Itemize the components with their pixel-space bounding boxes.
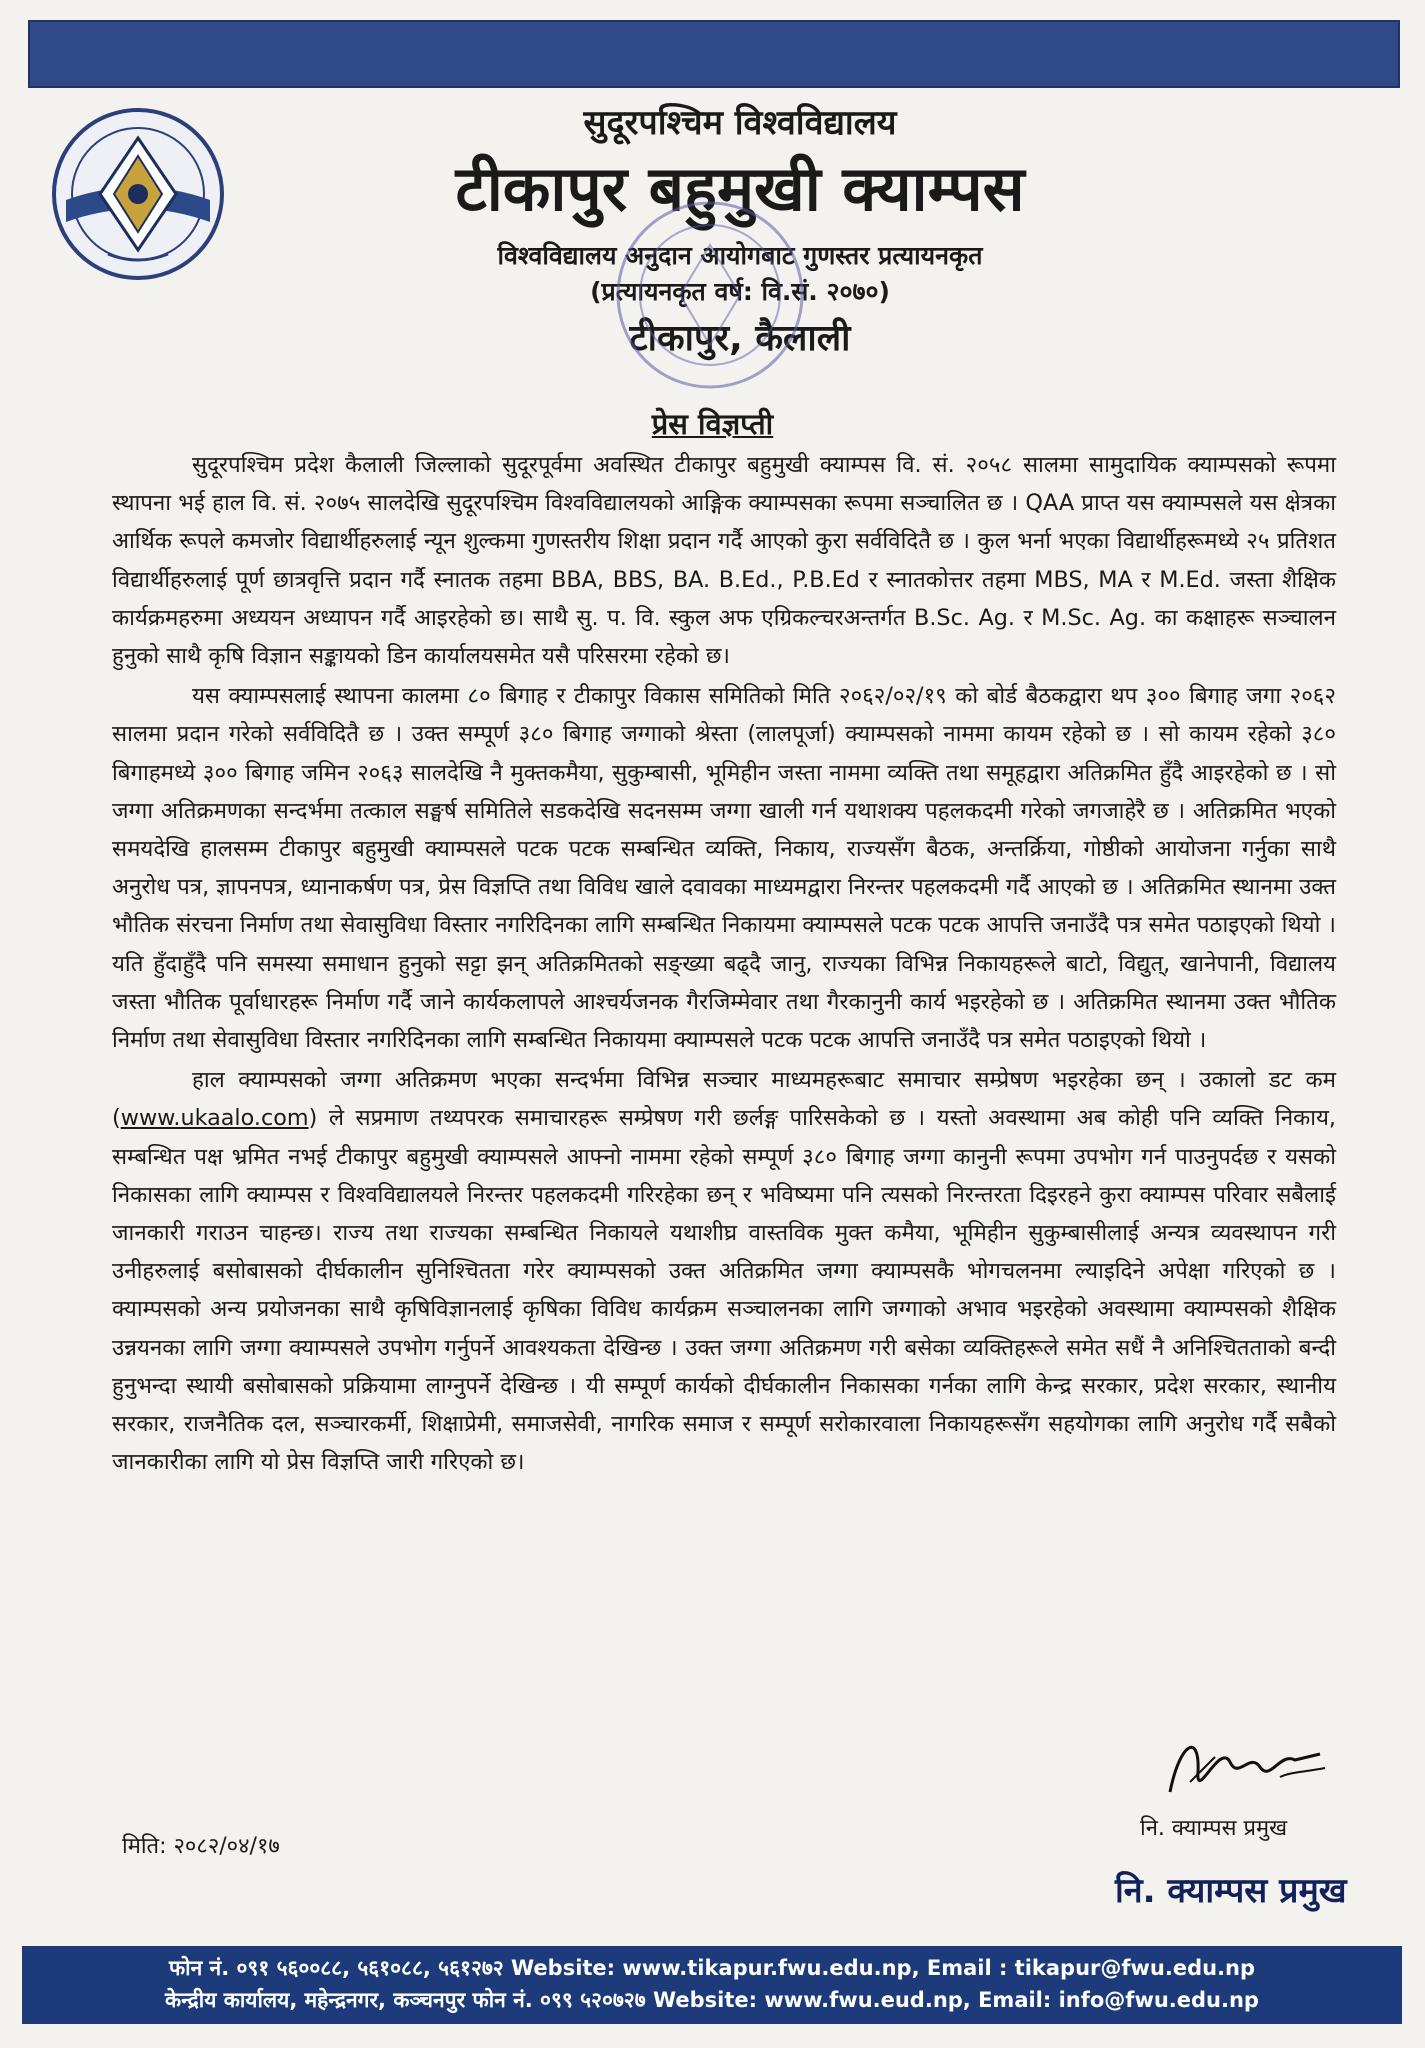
signatory-title: नि. क्याम्पस प्रमुख	[1140, 1816, 1288, 1841]
university-logo	[48, 104, 228, 284]
footer-contact-bar	[22, 1946, 1402, 2024]
paragraph-3-part-2: ) ले सप्रमाण तथ्यपरक समाचारहरू सम्प्रेषण गरी छर्लङ्ग पारिसकेको छ । यस्तो अवस्थामा अब कोही पनि व्यक्ति निकाय, सम्बन्धित पक्ष भ्रमित नभई टीकापुर बहुमुखी क्याम्पसले आफ्नो नाममा रहेको सम्पूर्ण ३८० बिगाह जग्गा कानुनी रूपमा उपभोग गर्न पाउनुपर्दछ र यसको निकासका लागि क्याम्पस र विश्वविद्यालयले निरन्तर पहलकदमी गरिरहेका छन् र भविष्यमा पनि त्यसको निरन्तरता दिइरहने कुरा क्याम्पस परिवार सबैलाई जानकारी गराउन चाहन्छ। राज्य तथा राज्यका सम्बन्धित निकायले यथाशीघ्र वास्तविक मुक्त कमैया, भूमिहीन सुकुम्बासीलाई अन्यत्र व्यवस्थापन गरी उनीहरुलाई बसोबासको दीर्घकालीन सुनिश्चितता गरेर क्याम्पसको उक्त अतिक्रमित जग्गा क्याम्पसकै भोगचलनमा ल्याइदिने अपेक्षा गरिएको छ । क्याम्पसको अन्य प्रयोजनका साथै कृषिविज्ञानलाई कृषिका विविध कार्यक्रम सञ्चालनका लागि जग्गाको अभाव भइरहेको अवस्थामा क्याम्पसको शैक्षिक उन्नयनका लागि जग्गा क्याम्पसले उपभोग गर्नुपर्ने आवश्यकता देखिन्छ । उक्त जग्गा अतिक्रमण गरी बसेका व्यक्तिहरूले समेत सधैं नै अनिश्चितताको बन्दी हुनुभन्दा स्थायी बसोबासको प्रक्रियामा लाग्नुपर्ने देखिन्छ । यी सम्पूर्ण कार्यको दीर्घकालीन निकासका गर्नका लागि केन्द्र सरकार, प्रदेश सरकार, स्थानीय सरकार, राजनैतिक दल, सञ्चारकर्मी, शिक्षाप्रेमी, समाजसेवी, नागरिक समाज र सम्पूर्ण सरोकारवाला निकायहरूसँग सहयोगका लागि अनुरोध गर्दै सबैको जानकारीका लागि यो प्रेस विज्ञप्ति जारी गरिएको छ।	[112, 1105, 1337, 1476]
signatory-stamp: नि. क्याम्पस प्रमुख	[1115, 1871, 1347, 1911]
signature	[1160, 1722, 1330, 1810]
accreditation-year: (प्रत्यायनकृत वर्ष: वि.सं. २०७०)	[590, 277, 890, 306]
university-name: सुदूरपश्चिम विश्वविद्यालय	[583, 103, 897, 143]
campus-location: टीकापुर, कैलाली	[629, 318, 851, 359]
footer-line-campus: फोन नं. ०९१ ५६००८८, ५६१०८८, ५६१२७२ Website: www.tikapur.fwu.edu.np, Email : tikapur@fwu.edu.np	[168, 1956, 1256, 1980]
accreditation-line: विश्वविद्यालय अनुदान आयोगबाट गुणस्तर प्रत्यायनकृत	[497, 241, 983, 270]
paragraph-2: यस क्याम्पसलाई स्थापना कालमा ८० बिगाह र टीकापुर विकास समितिको मिति २०६२/०२/१९ को बोर्ड बैठकद्वारा थप ३०० बिगाह जगा २०६२ सालमा प्रदान गरेको सर्वविदितै छ । उक्त सम्पूर्ण ३८० बिगाह जग्गाको श्रेस्ता (लालपूर्जा) क्याम्पसको नाममा कायम रहेको छ । सो कायम रहेको ३८० बिगाहमध्ये ३०० बिगाह जमिन २०६३ सालदेखि नै मुक्तकमैया, सुकुम्बासी, भूमिहीन जस्ता नाममा व्यक्ति तथा समूहद्वारा अतिक्रमित हुँदै आइरहेको छ । सो जग्गा अतिक्रमणका सन्दर्भमा तत्काल सङ्घर्ष समितिले सडकदेखि सदनसम्म जग्गा खाली गर्न यथाशक्य पहलकदमी गरेको जगजाहेरै छ । अतिक्रमित भएको समयदेखि हालसम्म टीकापुर बहुमुखी क्याम्पसले पटक पटक सम्बन्धित व्यक्ति, निकाय, राज्यसँग बैठक, अन्तर्क्रिया, गोष्ठीको आयोजना गर्नुका साथै अनुरोध पत्र, ज्ञापनपत्र, ध्यानाकर्षण पत्र, प्रेस विज्ञप्ति तथा विविध खाले दवावका माध्यमद्वारा निरन्तर पहलकदमी गर्दै आएको छ । अतिक्रमित स्थानमा उक्त भौतिक संरचना निर्माण तथा सेवासुविधा विस्तार नगरिदिनका लागि सम्बन्धित निकायमा क्याम्पसले पटक पटक आपत्ति जनाउँदै पत्र समेत पठाइएको थियो । यति हुँदाहुँदै पनि समस्या समाधान हुनुको सट्टा झन् अतिक्रमितको सङ्ख्या बढ्दै जानु, राज्यका विभिन्न निकायहरूले बाटो, विद्युत्, खानेपानी, विद्यालय जस्ता भौतिक पूर्वाधारहरू निर्माण गर्दै जाने कार्यकलापले आश्चर्यजनक गैरजिम्मेवार तथा गैरकानुनी कार्य भइरहेको छ । अतिक्रमित स्थानमा उक्त भौतिक निर्माण तथा सेवासुविधा विस्तार नगरिदिनका लागि सम्बन्धित निकायमा क्याम्पसले पटक पटक आपत्ति जनाउँदै पत्र समेत पठाइएको थियो ।	[112, 683, 1336, 1054]
footer-line-central-office: केन्द्रीय कार्यालय, महेन्द्रनगर, कञ्चनपुर फोन नं. ०९९ ५२०७२७ Website: www.fwu.eud.np, Email: info@fwu.edu.np	[165, 1988, 1259, 2012]
official-stamp	[610, 195, 810, 395]
top-banner-bar	[28, 20, 1400, 88]
issue-date: मिति: २०८२/०४/१७	[122, 1834, 280, 1859]
press-release-body	[112, 446, 1336, 1483]
paragraph-3	[112, 1061, 1336, 1481]
campus-name: टीकापुर बहुमुखी क्याम्पस	[455, 152, 1025, 225]
press-release-title: प्रेस विज्ञप्ती	[651, 407, 774, 441]
ukaalo-link[interactable]: www.ukaalo.com	[120, 1105, 309, 1132]
paragraph-1: सुदूरपश्चिम प्रदेश कैलाली जिल्लाको सुदूरपूर्वमा अवस्थित टीकापुर बहुमुखी क्याम्पस वि. सं. २०५८ सालमा सामुदायिक क्याम्पसको रूपमा स्थापना भई हाल वि. सं. २०७५ सालदेखि सुदूरपश्चिम विश्वविद्यालयको आङ्गिक क्याम्पसका रूपमा सञ्चालित छ । QAA प्राप्त यस क्याम्पसले यस क्षेत्रका आर्थिक रूपले कमजोर विद्यार्थीहरुलाई न्यून शुल्कमा गुणस्तरीय शिक्षा प्रदान गर्दै आएको कुरा सर्वविदितै छ । कुल भर्ना भएका विद्यार्थीहरूमध्ये २५ प्रतिशत विद्यार्थीहरुलाई पूर्ण छात्रवृत्ति प्रदान गर्दै स्नातक तहमा BBA, BBS, BA. B.Ed., P.B.Ed र स्नातकोत्तर तहमा MBS, MA र M.Ed. जस्ता शैक्षिक कार्यक्रमहरुमा अध्ययन अध्यापन गर्दै आइरहेको छ। साथै सु. प. वि. स्कुल अफ एग्रिकल्चरअन्तर्गत B.Sc. Ag. र M.Sc. Ag. का कक्षाहरू सञ्चालन हुनुको साथै कृषि विज्ञान सङ्कायको डिन कार्यालयसमेत यसै परिसरमा रहेको छ।	[112, 452, 1336, 670]
paragraph-3-part-1: हाल क्याम्पसको जग्गा अतिक्रमण भएका सन्दर्भमा विभिन्न सञ्चार माध्यमहरूबाट समाचार सम्प्रेषण भइरहेका छन् । उकालो डट कम (	[112, 1067, 1336, 1132]
